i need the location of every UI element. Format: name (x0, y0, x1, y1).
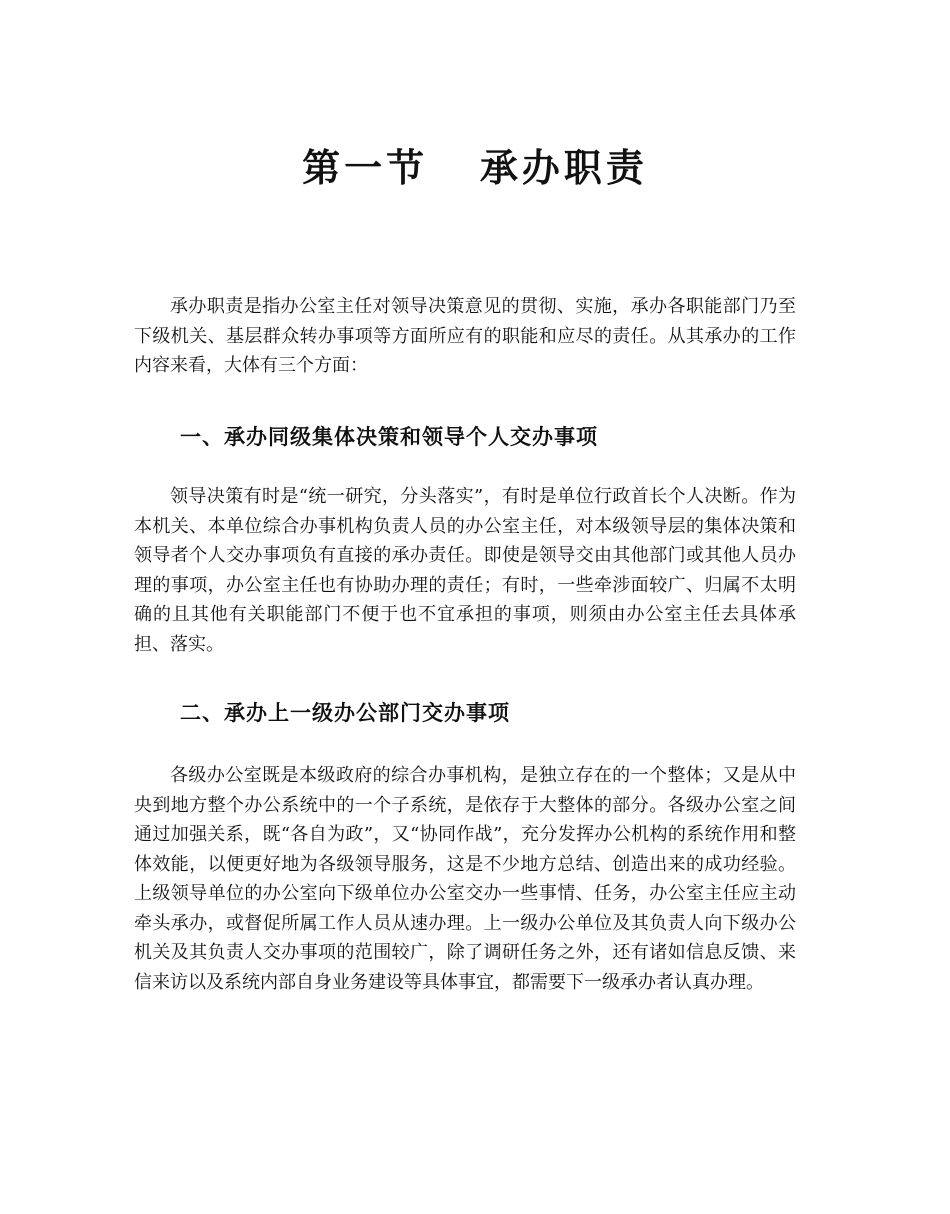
subsection-paragraph-1: 领导决策有时是“统一研究，分头落实”，有时是单位行政首长个人决断。作为本机关、本单位综合办事机构负责人员的办公室主任，对本级领导层的集体决策和领导者个人交办事项负有直接的承办责任。即使是领导交由其他部门或其他人员办理的事项，办公室主任也有协助办理的责任；有时，一些牵涉面较广、归属不太明确的且其他有关职能部门不便于也不宜承担的事项，则须由办公室主任去具体承担、落实。 (134, 486, 796, 655)
subsection-heading-1: 一、承办同级集体决策和领导个人交办事项 (180, 425, 598, 449)
subsection-heading-2: 二、承办上一级办公部门交办事项 (180, 701, 510, 725)
section-title: 第一节 承办职责 (302, 146, 648, 190)
subsection-paragraph-2: 各级办公室既是本级政府的综合办事机构，是独立存在的一个整体；又是从中央到地方整个办公系统中的一个子系统，是依存于大整体的部分。各级办公室之间通过加强关系，既“各自为政”，又“协同作战”，充分发挥办公机构的系统作用和整体效能，以便更好地为各级领导服务，这是不少地方总结、创造出来的成功经验。上级领导单位的办公室向下级单位办公室交办一些事情、任务，办公室主任应主动牵头承办，或督促所属工作人员从速办理。上一级办公单位及其负责人向下级办公机关及其负责人交办事项的范围较广，除了调研任务之外，还有诸如信息反馈、来信来访以及系统内部自身业务建设等具体事宜，都需要下一级承办者认真办理。 (134, 765, 796, 993)
intro-paragraph: 承办职责是指办公室主任对领导决策意见的贯彻、实施，承办各职能部门乃至下级机关、基层群众转办事项等方面所应有的职能和应尽的责任。从其承办的工作内容来看，大体有三个方面： (134, 296, 796, 376)
